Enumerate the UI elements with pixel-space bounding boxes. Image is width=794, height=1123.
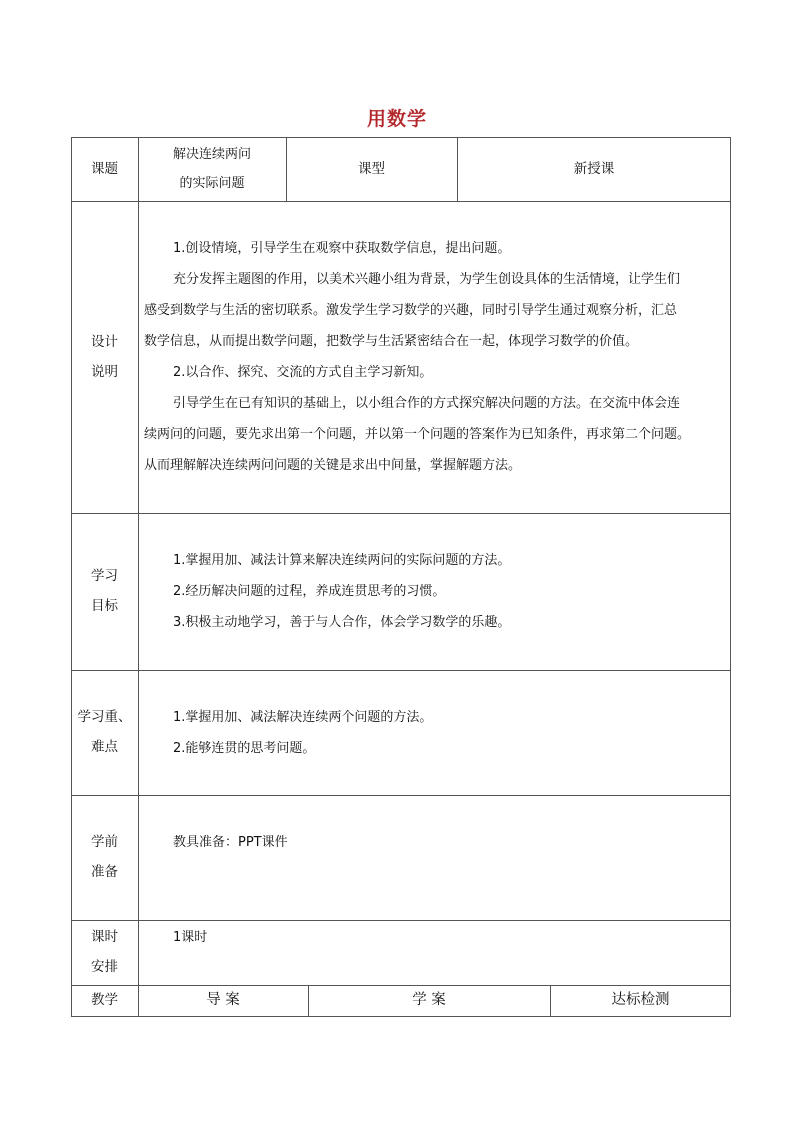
hours-text: 1课时: [173, 930, 208, 945]
row-divider: [71, 795, 731, 796]
topic-label: 课题: [91, 161, 118, 177]
hours-label: [71, 922, 138, 982]
design-label-line1: 设计: [91, 334, 118, 350]
goals-label-line1: 学习: [91, 568, 118, 584]
row-divider: [71, 513, 731, 514]
goals-label-line2: 目标: [91, 598, 118, 614]
type-label: 课型: [358, 161, 385, 177]
design-line: 引导学生在已有知识的基础上，以小组合作的方式探究解决问题的方法。在交流中体会连: [173, 396, 681, 411]
design-line: 2.以合作、探究、交流的方式自主学习新知。: [173, 365, 433, 380]
topic-value: [138, 140, 286, 198]
prep-label-line2: 准备: [91, 864, 118, 880]
teaching-study-header: 学 案: [412, 992, 446, 1008]
type-value: 新授课: [573, 161, 615, 177]
design-line: 从而理解解决连续两问问题的关键是求出中间量，掌握解题方法。: [144, 458, 522, 473]
key-point-line: 1.掌握用加、减法解决连续两个问题的方法。: [173, 710, 433, 725]
prep-label-line1: 学前: [91, 834, 118, 850]
column-divider: [138, 137, 139, 1017]
hours-label-line2: 安排: [91, 959, 118, 975]
key-points-label-line2: 难点: [91, 739, 118, 755]
topic-value-line1: 解决连续两问: [172, 147, 251, 162]
row-divider: [71, 670, 731, 671]
page-title: 用数学: [366, 108, 427, 130]
design-line: 数学信息，从而提出数学问题，把数学与生活紧密结合在一起，体现学习数学的价值。: [144, 334, 639, 349]
key-point-line: 2.能够连贯的思考问题。: [173, 741, 316, 756]
prep-text: 教具准备：PPT课件: [173, 835, 288, 850]
key-points-label-line1: 学习重、: [77, 709, 132, 725]
teaching-check-header: 达标检测: [611, 992, 670, 1008]
teaching-label: 教学: [91, 992, 118, 1008]
row-divider: [71, 201, 731, 202]
goal-line: 2.经历解决问题的过程，养成连贯思考的习惯。: [173, 584, 446, 599]
goals-label: [71, 561, 138, 621]
hours-label-line1: 课时: [91, 929, 118, 945]
design-label-line2: 说明: [91, 364, 118, 380]
goal-line: 3.积极主动地学习，善于与人合作，体会学习数学的乐趣。: [173, 615, 511, 630]
design-line: 续两问的问题，要先求出第一个问题，并以第一个问题的答案作为已知条件，再求第二个问题。: [144, 427, 691, 442]
key-points-label: [71, 702, 138, 762]
design-line: 感受到数学与生活的密切联系。激发学生学习数学的兴趣，同时引导学生通过观察分析，汇总: [144, 303, 678, 318]
topic-value-line2: 的实际问题: [179, 176, 245, 191]
design-line: 充分发挥主题图的作用，以美术兴趣小组为背景，为学生创设具体的生活情境，让学生们: [173, 272, 681, 287]
goal-line: 1.掌握用加、减法计算来解决连续两问的实际问题的方法。: [173, 553, 511, 568]
row-divider: [71, 920, 731, 921]
design-line: 1.创设情境，引导学生在观察中获取数学信息，提出问题。: [173, 241, 511, 256]
design-label: [71, 327, 138, 387]
teaching-guide-header: 导 案: [206, 992, 240, 1008]
prep-label: [71, 827, 138, 887]
